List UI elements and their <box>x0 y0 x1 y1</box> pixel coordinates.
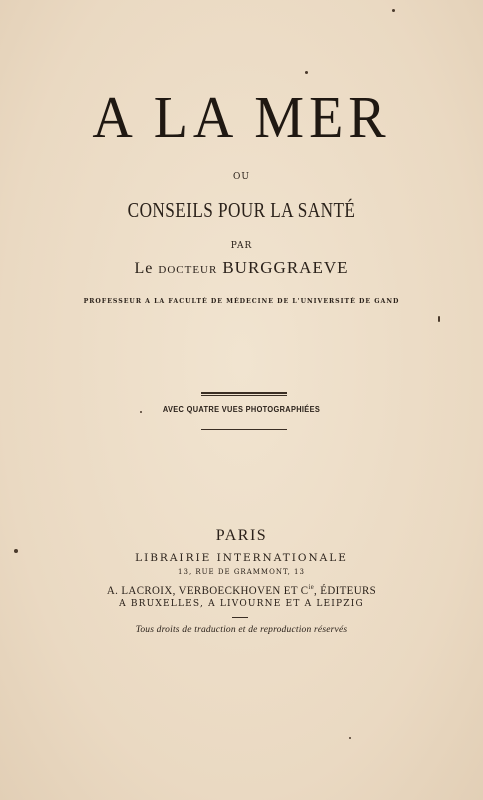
imprint-cities: A BRUXELLES, A LIVOURNE ET A LEIPZIG <box>119 599 364 609</box>
rights-notice: Tous droits de traduction et de reproduction réservés <box>135 625 348 635</box>
imprint-city: PARIS <box>215 527 268 544</box>
divider-top-thin <box>201 395 287 396</box>
imprint-address: 13, RUE DE GRAMMONT, 13 <box>178 568 305 576</box>
by-line: PAR <box>230 241 253 251</box>
imprint-editors-sup: ie <box>308 583 315 591</box>
divider-top-thick <box>201 392 287 394</box>
paper-speck <box>305 71 308 74</box>
author-affiliation: PROFESSEUR A LA FACULTÉ DE MÉDECINE DE L'UNIVERSITÉ DE GAND <box>83 298 400 305</box>
divider-dash <box>232 617 248 618</box>
imprint-editors-suffix: , ÉDITEURS <box>314 584 377 597</box>
book-title: A LA MER <box>92 85 391 151</box>
author-prefix: Le <box>134 260 154 277</box>
paper-speck <box>140 411 142 413</box>
imprint-publisher: LIBRAIRIE INTERNATIONALE <box>135 552 348 564</box>
divider-bottom <box>201 429 287 430</box>
author-line <box>0 258 483 278</box>
author-rank: DOCTEUR <box>158 264 218 276</box>
paper-speck <box>349 737 351 739</box>
imprint-editors <box>12 583 471 597</box>
title-connector: OU <box>233 172 250 182</box>
paper-speck <box>392 9 395 12</box>
paper-speck <box>14 549 18 553</box>
imprint-editors-names: A. LACROIX, VERBOECKHOVEN ET C <box>106 584 309 597</box>
illustrations-note: AVEC QUATRE VUES PHOTOGRAPHIÉES <box>162 404 321 414</box>
book-subtitle: CONSEILS POUR LA SANTÉ <box>127 198 356 222</box>
paper-speck <box>438 316 440 322</box>
author-name: BURGGRAEVE <box>222 258 349 277</box>
